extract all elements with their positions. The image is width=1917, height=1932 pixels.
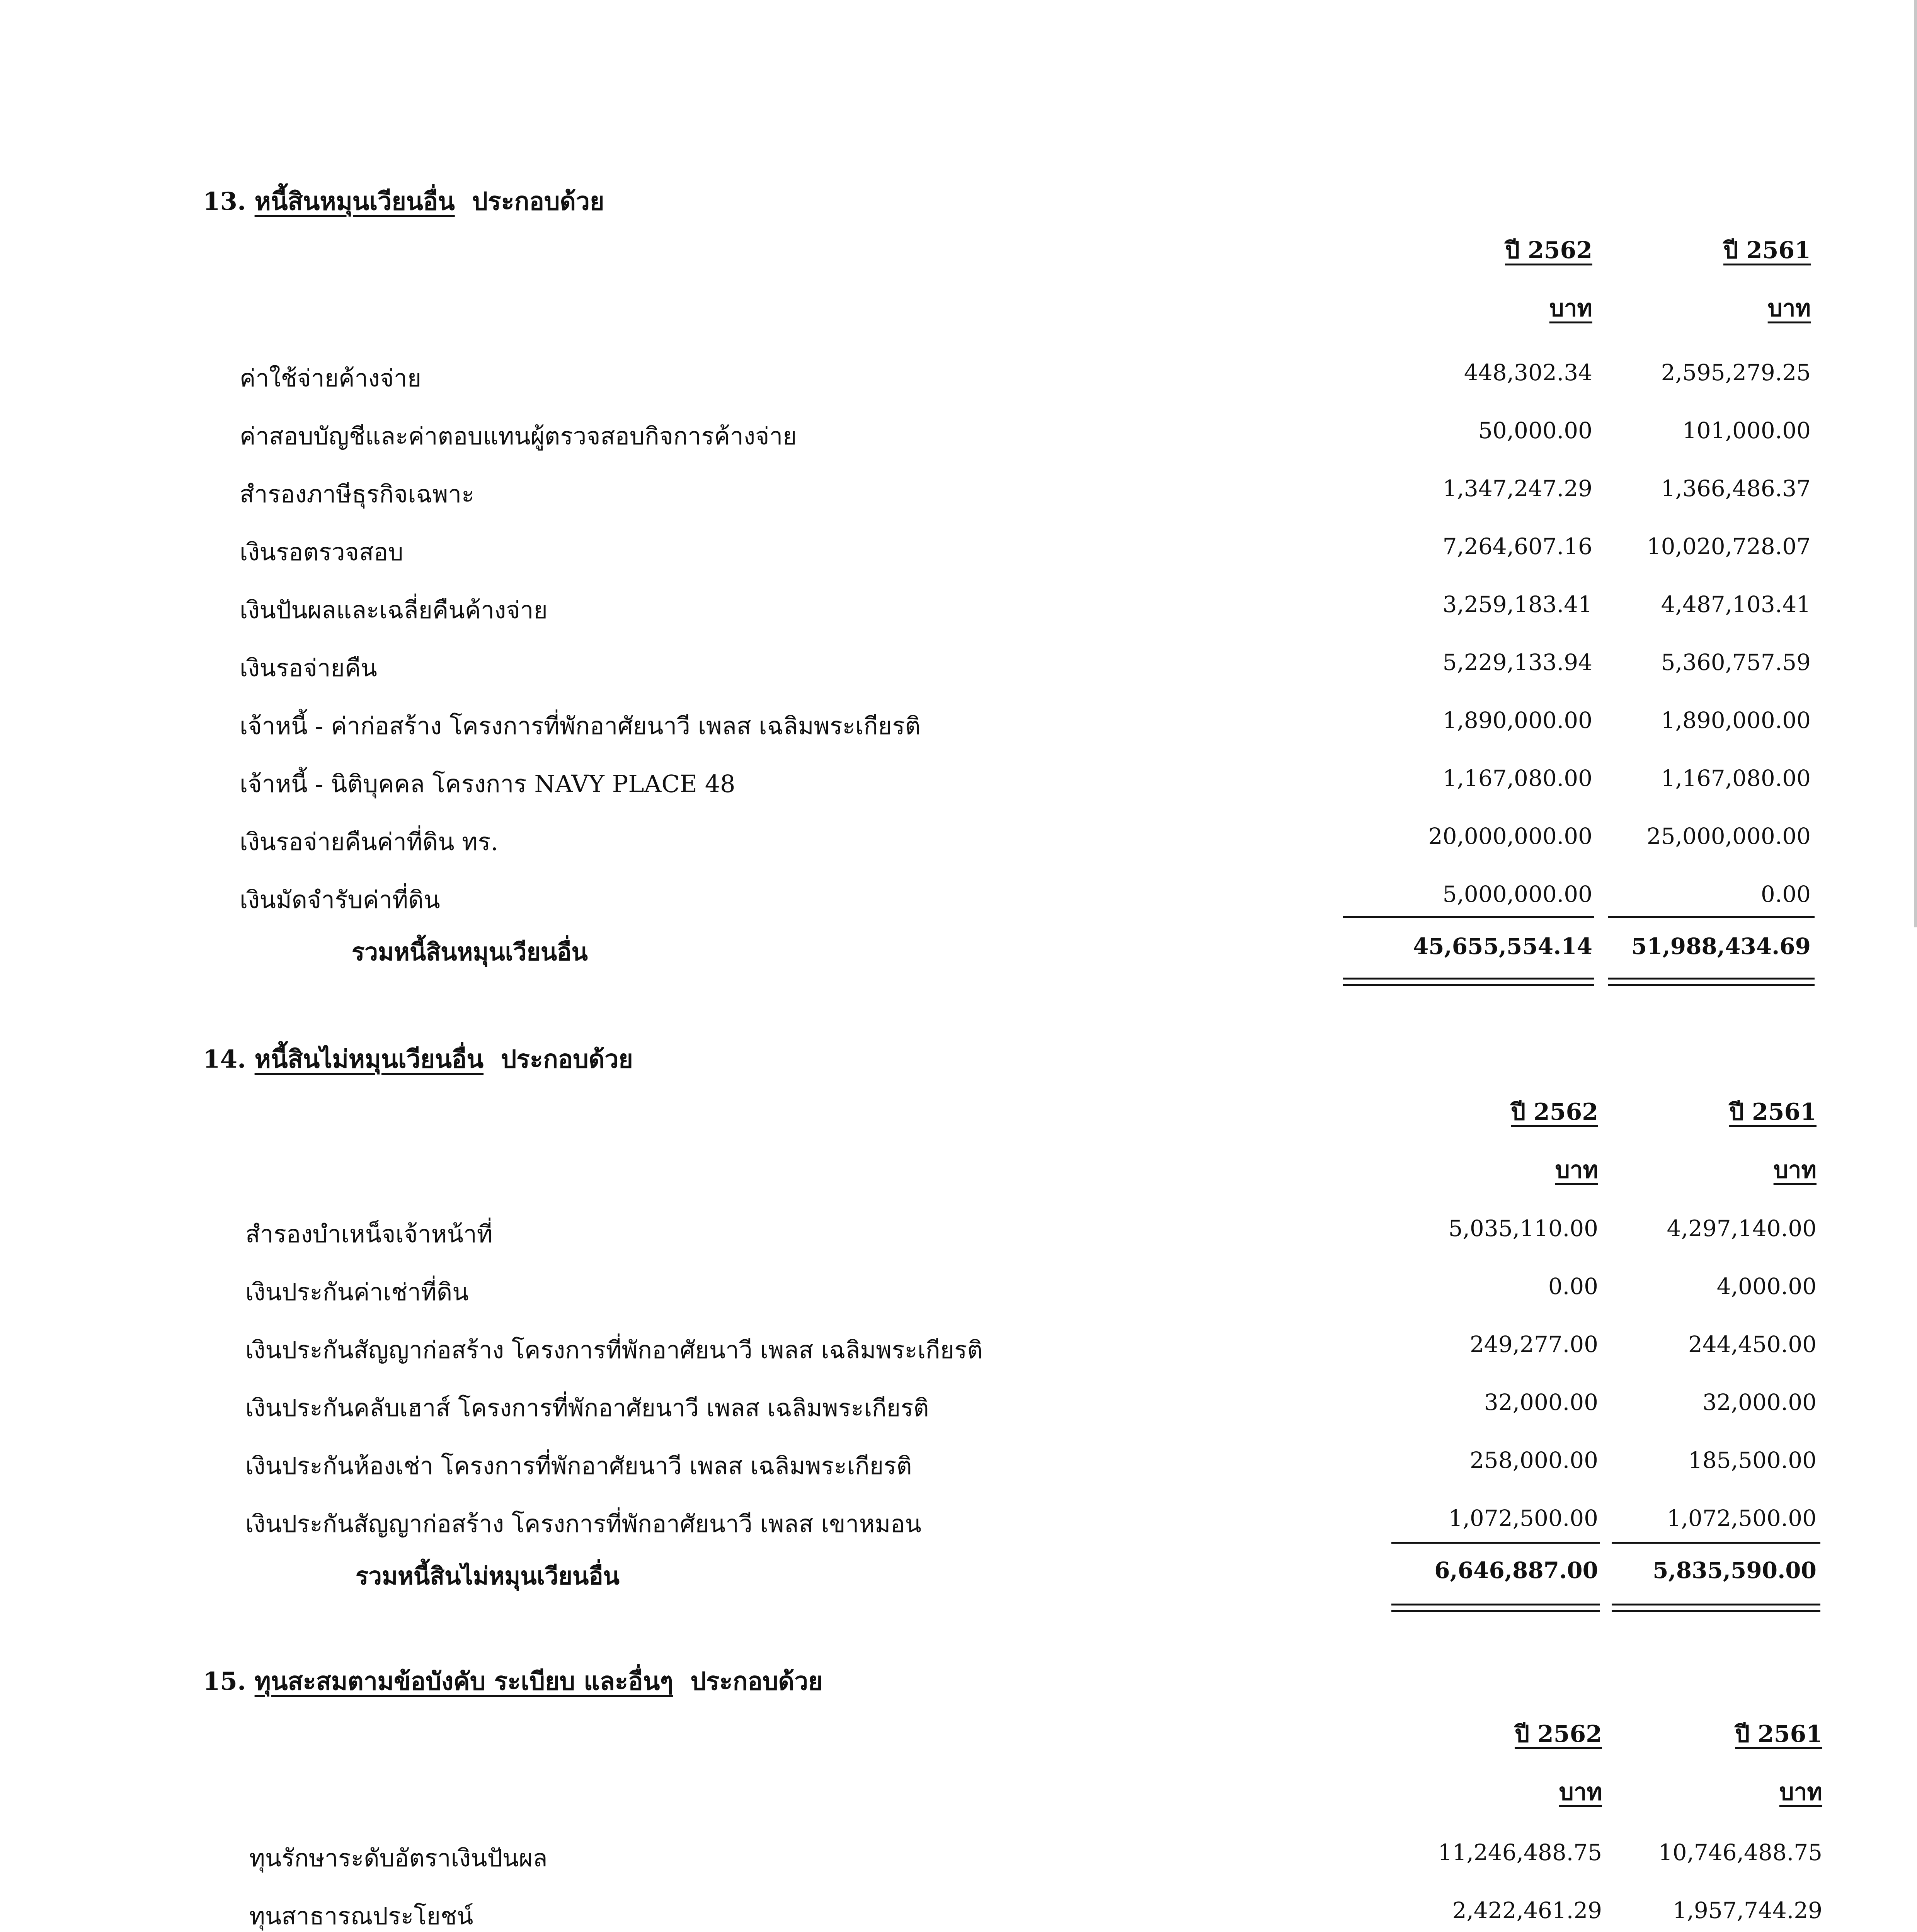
value-2561: 10,020,728.07 bbox=[1646, 533, 1811, 560]
table-row bbox=[0, 649, 1917, 707]
value-2562: 0.00 bbox=[1548, 1273, 1598, 1299]
total-2561: 51,988,434.69 bbox=[1631, 933, 1811, 959]
table-row bbox=[0, 1447, 1917, 1505]
value-2561: 5,360,757.59 bbox=[1661, 649, 1811, 675]
row-label: เจ้าหนี้ - ค่าก่อสร้าง โครงการที่พักอาศัยนาวี เพลส เฉลิมพระเกียรติ bbox=[240, 712, 921, 740]
value-2562: 1,072,500.00 bbox=[1448, 1505, 1598, 1531]
row-label: เงินประกันคลับเฮาส์ โครงการที่พักอาศัยนาวี เพลส เฉลิมพระเกียรติ bbox=[245, 1394, 929, 1422]
value-2561: 4,297,140.00 bbox=[1667, 1215, 1817, 1242]
total-double-rule bbox=[1391, 1604, 1600, 1612]
table-row bbox=[0, 591, 1917, 649]
table-row bbox=[0, 533, 1917, 591]
value-2561: 0.00 bbox=[1760, 881, 1811, 907]
value-2562: 32,000.00 bbox=[1484, 1389, 1598, 1415]
value-2561: 1,957,744.29 bbox=[1672, 1897, 1822, 1923]
col-unit-2561: บาท bbox=[1779, 1779, 1822, 1806]
table-row bbox=[0, 765, 1917, 823]
value-2561: 2,595,279.25 bbox=[1661, 359, 1811, 386]
section-heading bbox=[203, 1662, 823, 1701]
col-unit-2562: บาท bbox=[1555, 1156, 1598, 1184]
table-row bbox=[0, 1897, 1917, 1932]
subtotal-rule bbox=[1391, 1542, 1600, 1544]
table-row bbox=[0, 475, 1917, 533]
value-2562: 249,277.00 bbox=[1469, 1331, 1598, 1357]
col-year-2561: ปี 2561 bbox=[1735, 1721, 1822, 1748]
subtotal-rule bbox=[1608, 916, 1815, 918]
value-2561: 25,000,000.00 bbox=[1646, 823, 1811, 849]
value-2562: 448,302.34 bbox=[1464, 359, 1592, 386]
row-label: เงินประกันค่าเช่าที่ดิน bbox=[245, 1278, 469, 1306]
value-2562: 50,000.00 bbox=[1478, 417, 1592, 444]
value-2561: 244,450.00 bbox=[1688, 1331, 1817, 1357]
total-2562: 6,646,887.00 bbox=[1434, 1557, 1598, 1583]
value-2562: 5,035,110.00 bbox=[1448, 1215, 1598, 1242]
row-label: เงินรอจ่ายคืน bbox=[240, 654, 377, 682]
section-title: หนี้สินหมุนเวียนอื่น bbox=[254, 187, 455, 216]
subtotal-rule bbox=[1343, 916, 1594, 918]
value-2562: 1,890,000.00 bbox=[1442, 707, 1592, 733]
value-2562: 258,000.00 bbox=[1469, 1447, 1598, 1473]
total-double-rule bbox=[1608, 978, 1815, 986]
value-2561: 1,890,000.00 bbox=[1661, 707, 1811, 733]
row-label: เงินประกันสัญญาก่อสร้าง โครงการที่พักอาศัยนาวี เพลส เฉลิมพระเกียรติ bbox=[245, 1336, 983, 1364]
value-2562: 3,259,183.41 bbox=[1442, 591, 1592, 617]
row-label: เงินประกันห้องเช่า โครงการที่พักอาศัยนาวี เพลส เฉลิมพระเกียรติ bbox=[245, 1452, 912, 1480]
row-label: สำรองบำเหน็จเจ้าหน้าที่ bbox=[245, 1220, 493, 1248]
row-label: สำรองภาษีธุรกิจเฉพาะ bbox=[240, 480, 475, 508]
value-2561: 1,366,486.37 bbox=[1661, 475, 1811, 502]
section-title: ทุนสะสมตามข้อบังคับ ระเบียบ และอื่นๆ bbox=[254, 1667, 673, 1696]
value-2561: 1,072,500.00 bbox=[1667, 1505, 1817, 1531]
total-2562: 45,655,554.14 bbox=[1413, 933, 1592, 959]
row-label: เงินรอตรวจสอบ bbox=[240, 538, 403, 566]
table-row bbox=[0, 1389, 1917, 1447]
section-number: 13. bbox=[203, 187, 246, 216]
value-2561: 1,167,080.00 bbox=[1661, 765, 1811, 791]
col-unit-2561: บาท bbox=[1767, 295, 1811, 322]
row-label: ค่าสอบบัญชีและค่าตอบแทนผู้ตรวจสอบกิจการค้างจ่าย bbox=[240, 422, 797, 450]
table-row bbox=[0, 1273, 1917, 1331]
value-2561: 32,000.00 bbox=[1702, 1389, 1817, 1415]
value-2561: 10,746,488.75 bbox=[1658, 1839, 1822, 1866]
total-2561: 5,835,590.00 bbox=[1653, 1557, 1817, 1583]
row-label: เจ้าหนี้ - นิติบุคคล โครงการ NAVY PLACE 48 bbox=[240, 770, 735, 798]
total-label: รวมหนี้สินไม่หมุนเวียนอื่น bbox=[356, 1562, 620, 1590]
row-label: เงินปันผลและเฉลี่ยคืนค้างจ่าย bbox=[240, 596, 548, 624]
value-2562: 20,000,000.00 bbox=[1428, 823, 1592, 849]
subtotal-rule bbox=[1612, 1542, 1820, 1544]
row-label: ค่าใช้จ่ายค้างจ่าย bbox=[240, 364, 422, 392]
section-number: 15. bbox=[203, 1667, 246, 1696]
value-2562: 2,422,461.29 bbox=[1452, 1897, 1602, 1923]
value-2562: 11,246,488.75 bbox=[1438, 1839, 1602, 1866]
row-label: เงินประกันสัญญาก่อสร้าง โครงการที่พักอาศัยนาวี เพลส เขาหมอน bbox=[245, 1510, 921, 1538]
section-heading bbox=[203, 182, 604, 221]
table-row bbox=[0, 359, 1917, 417]
table-row bbox=[0, 707, 1917, 765]
row-label: ทุนรักษาระดับอัตราเงินปันผล bbox=[249, 1844, 548, 1872]
col-year-2562: ปี 2562 bbox=[1515, 1721, 1602, 1748]
total-double-rule bbox=[1343, 978, 1594, 986]
col-year-2562: ปี 2562 bbox=[1511, 1099, 1598, 1126]
col-year-2562: ปี 2562 bbox=[1505, 237, 1592, 264]
table-row bbox=[0, 823, 1917, 881]
col-year-2561: ปี 2561 bbox=[1723, 237, 1811, 264]
section-heading bbox=[203, 1039, 633, 1079]
table-row bbox=[0, 1505, 1917, 1563]
section-suffix: ประกอบด้วย bbox=[690, 1667, 823, 1696]
section-suffix: ประกอบด้วย bbox=[501, 1045, 633, 1074]
section-number: 14. bbox=[203, 1045, 246, 1074]
table-row bbox=[0, 881, 1917, 939]
col-unit-2562: บาท bbox=[1559, 1779, 1602, 1806]
value-2561: 4,000.00 bbox=[1716, 1273, 1817, 1299]
value-2562: 5,000,000.00 bbox=[1442, 881, 1592, 907]
value-2561: 4,487,103.41 bbox=[1661, 591, 1811, 617]
col-year-2561: ปี 2561 bbox=[1729, 1099, 1817, 1126]
section-title: หนี้สินไม่หมุนเวียนอื่น bbox=[254, 1045, 484, 1074]
table-row bbox=[0, 1331, 1917, 1389]
value-2562: 5,229,133.94 bbox=[1442, 649, 1592, 675]
table-row bbox=[0, 1839, 1917, 1897]
col-unit-2561: บาท bbox=[1773, 1156, 1817, 1184]
section-suffix: ประกอบด้วย bbox=[472, 187, 604, 216]
table-row bbox=[0, 1215, 1917, 1273]
total-label: รวมหนี้สินหมุนเวียนอื่น bbox=[352, 938, 588, 966]
value-2561: 101,000.00 bbox=[1682, 417, 1811, 444]
value-2562: 1,167,080.00 bbox=[1442, 765, 1592, 791]
row-label: เงินรอจ่ายคืนค่าที่ดิน ทร. bbox=[240, 828, 499, 856]
value-2562: 7,264,607.16 bbox=[1442, 533, 1592, 560]
row-label: ทุนสาธารณประโยชน์ bbox=[249, 1902, 473, 1930]
table-row bbox=[0, 417, 1917, 475]
value-2561: 185,500.00 bbox=[1688, 1447, 1817, 1473]
value-2562: 1,347,247.29 bbox=[1442, 475, 1592, 502]
row-label: เงินมัดจำรับค่าที่ดิน bbox=[240, 886, 440, 914]
total-double-rule bbox=[1612, 1604, 1820, 1612]
col-unit-2562: บาท bbox=[1549, 295, 1592, 322]
